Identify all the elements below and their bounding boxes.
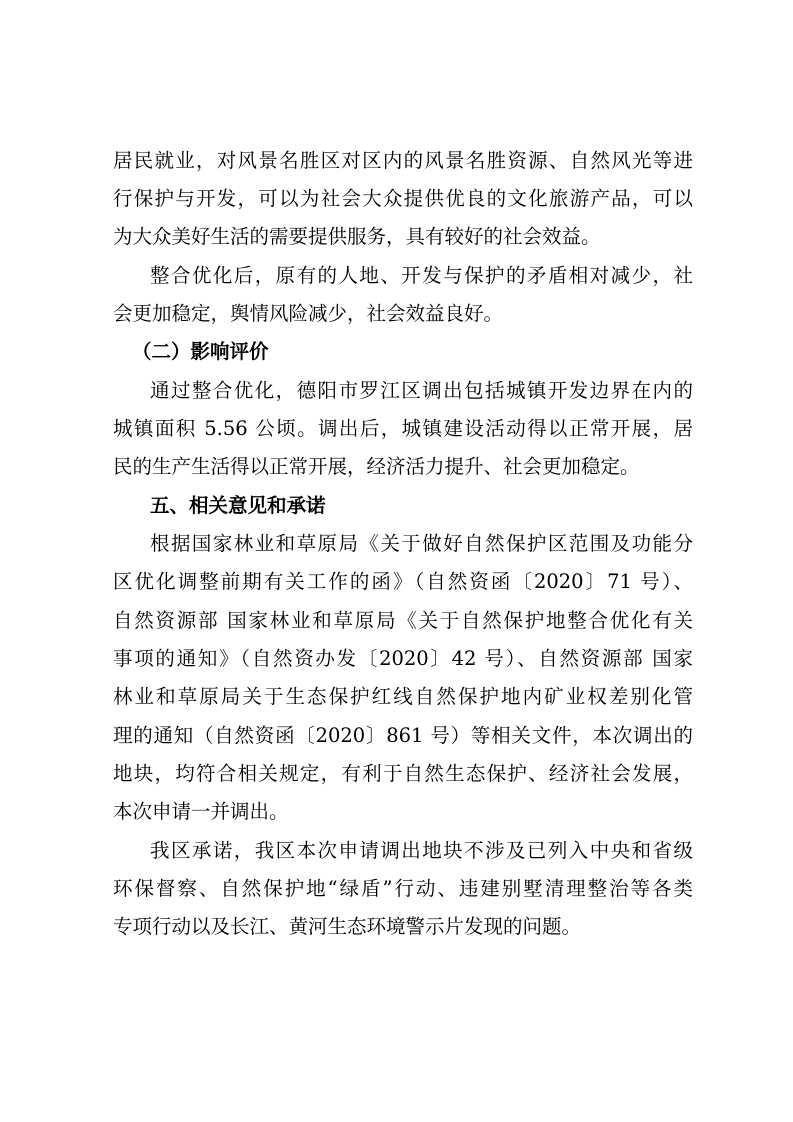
- paragraph-line: 为大众美好生活的需要提供服务，具有较好的社会效益。: [113, 225, 601, 248]
- paragraph-line: 专项行动以及长江、黄河生态环境警示片发现的问题。: [113, 915, 582, 938]
- paragraph-line: 区优化调整前期有关工作的函》（自然资函〔2020〕71 号）、: [113, 570, 693, 593]
- paragraph-line: 整合优化后，原有的人地、开发与保护的矛盾相对减少，社: [150, 264, 693, 287]
- section-heading: 五、相关意见和承诺: [150, 494, 326, 517]
- paragraph-line: 地块，均符合相关规定，有利于自然生态保护、经济社会发展，: [113, 762, 693, 785]
- paragraph-line: 林业和草原局关于生态保护红线自然保护地内矿业权差别化管: [113, 685, 693, 708]
- paragraph-line: 本次申请一并调出。: [113, 800, 289, 823]
- paragraph-line: 城镇面积 5.56 公顷。调出后，城镇建设活动得以正常开展，居: [113, 417, 693, 440]
- paragraph-line: 环保督察、自然保护地“绿盾”行动、违建别墅清理整治等各类: [113, 877, 693, 900]
- paragraph-line: 我区承诺，我区本次申请调出地块不涉及已列入中央和省级: [150, 839, 693, 862]
- section-heading: （二）影响评价: [132, 340, 269, 363]
- paragraph-line: 行保护与开发，可以为社会大众提供优良的文化旅游产品，可以: [113, 187, 693, 210]
- paragraph-line: 事项的通知》（自然资办发〔2020〕42 号）、自然资源部 国家: [113, 647, 693, 670]
- paragraph-line: 根据国家林业和草原局《关于做好自然保护区范围及功能分: [150, 532, 693, 555]
- paragraph-line: 自然资源部 国家林业和草原局《关于自然保护地整合优化有关: [113, 609, 693, 632]
- paragraph-line: 会更加稳定，舆情风险减少，社会效益良好。: [113, 302, 504, 325]
- paragraph-line: 民的生产生活得以正常开展，经济活力提升、社会更加稳定。: [113, 455, 640, 478]
- paragraph-line: 通过整合优化，德阳市罗江区调出包括城镇开发边界在内的: [150, 379, 693, 402]
- paragraph-line: 居民就业，对风景名胜区对区内的风景名胜资源、自然风光等进: [113, 149, 693, 172]
- paragraph-line: 理的通知（自然资函〔2020〕861 号）等相关文件，本次调出的: [113, 724, 693, 747]
